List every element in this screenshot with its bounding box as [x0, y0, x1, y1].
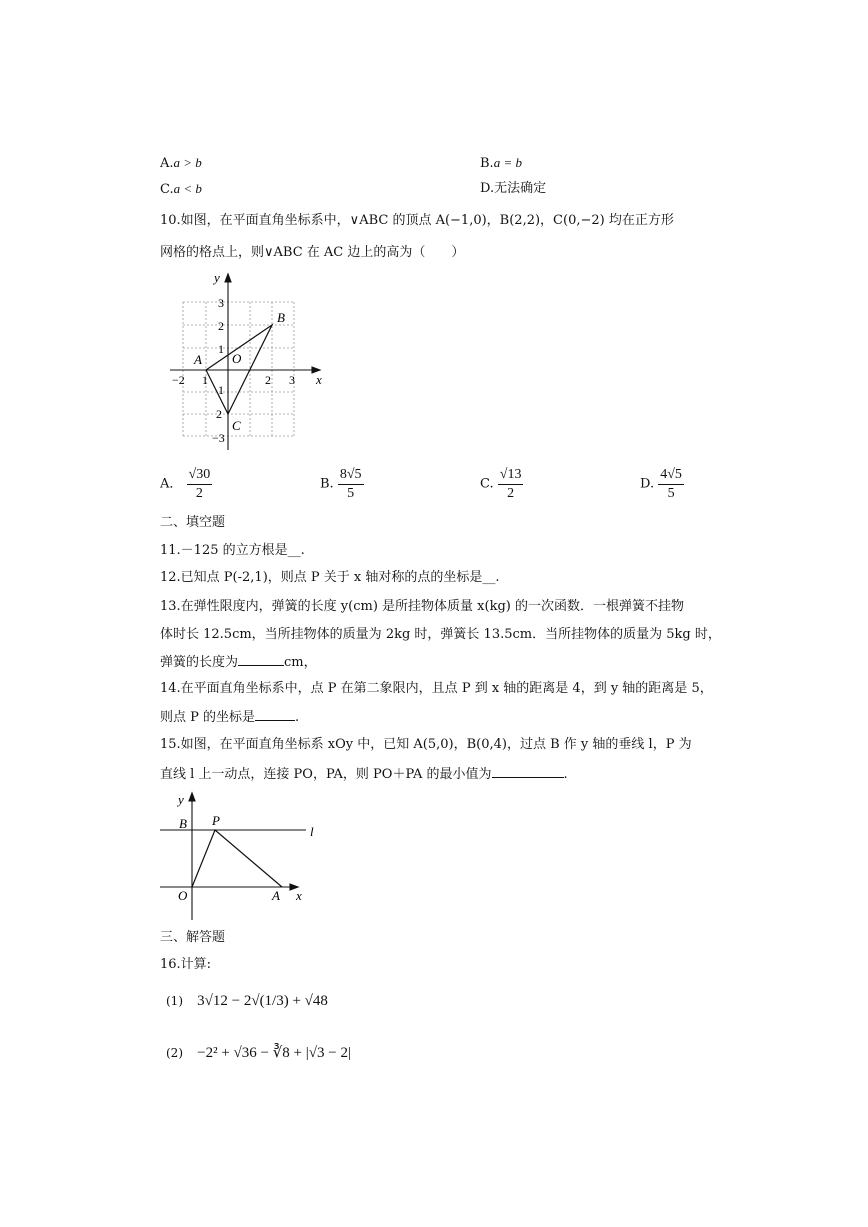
x-tick: −2 — [172, 373, 185, 387]
origin-label: O — [232, 351, 242, 366]
q13-line1: 13.在弹性限度内，弹簧的长度 y(cm) 是所挂物体质量 x(kg) 的一次函数．一根弹簧不挂物 — [160, 599, 684, 614]
q13-line3: 弹簧的长度为 cm， — [160, 655, 317, 670]
y-axis-label: y — [178, 792, 184, 807]
section-fill-in-heading: 二、填空题 — [160, 515, 226, 530]
section-solve-heading: 三、解答题 — [160, 930, 226, 945]
point-b-label: B — [179, 816, 187, 831]
x-axis-label: x — [296, 888, 302, 903]
q10-choice-d: D. $\frac{4√5}{5}$ — [640, 467, 682, 501]
q10-choice-a: A． $\frac{√30}{2}$ — [160, 467, 211, 501]
q13-answer-blank — [238, 653, 284, 666]
q16-part2: (2) −2² + √36 − ∛8 + |√3 − 2| — [166, 1045, 351, 1061]
point-p-label: P — [212, 813, 220, 828]
y-tick: 3 — [218, 296, 224, 310]
q15-answer-blank — [492, 765, 564, 778]
q14-answer-blank — [255, 708, 295, 721]
q16-part1-expression: 3√12 − 2√(1/3) + √48 — [197, 993, 328, 1009]
q9-option-c: C.a < b — [160, 181, 202, 197]
y-tick: 2 — [216, 407, 222, 421]
q15-line1: 15.如图，在平面直角坐标系 xOy 中，已知 A(5,0)，B(0,4)，过点 B 作 y 轴的垂线 l，P 为 — [160, 737, 692, 752]
q11-text: 11.－125 的立方根是__. — [160, 543, 305, 558]
q16-part2-expression: −2² + √36 − ∛8 + |√3 − 2| — [197, 1045, 351, 1061]
q10-choice-b: B. $\frac{8√5}{5}$ — [320, 467, 362, 501]
y-tick: −3 — [212, 431, 225, 445]
y-tick: 1 — [218, 342, 224, 356]
segments-po-pa — [192, 830, 282, 887]
x-tick: 1 — [202, 373, 208, 387]
q10-stem-line2: 网格的格点上，则∨ABC 在 AC 边上的高为（ ） — [160, 245, 465, 260]
q14-line1: 14.在平面直角坐标系中，点 P 在第二象限内，且点 P 到 x 轴的距离是 4，到 y 轴的距离是 5， — [160, 681, 713, 696]
origin-label: O — [178, 888, 188, 903]
q12-text: 12.已知点 P(-2,1)，则点 P 关于 x 轴对称的点的坐标是__. — [160, 570, 500, 585]
point-a-label: A — [194, 352, 202, 367]
point-c-label: C — [232, 418, 241, 433]
point-b-label: B — [277, 310, 285, 325]
line-l-label: l — [310, 824, 314, 839]
y-tick: 1 — [218, 383, 224, 397]
q9-option-b: B.a = b — [480, 155, 522, 171]
q9-option-a: A.a > b — [160, 155, 202, 171]
point-a-label: A — [272, 888, 280, 903]
q16-title: 16.计算: — [160, 957, 212, 972]
q10-choice-c: C. $\frac{√13}{2}$ — [480, 467, 522, 501]
q10-figure — [160, 266, 340, 456]
q15-line2: 直线 l 上一动点，连接 PO，PA，则 PO＋PA 的最小值为 . — [160, 767, 568, 782]
y-axis-label: y — [214, 270, 220, 285]
q13-line2: 体时长 12.5cm，当所挂物体的质量为 2kg 时，弹簧长 13.5cm．当所挂物体的质量为 5kg 时， — [160, 627, 721, 642]
x-axis-label: x — [316, 372, 322, 387]
q15-figure — [160, 790, 330, 922]
axes — [170, 274, 320, 450]
x-tick: 3 — [289, 373, 295, 387]
q14-line2: 则点 P 的坐标是 . — [160, 710, 300, 725]
q16-part1: (1) 3√12 − 2√(1/3) + √48 — [166, 993, 328, 1009]
y-tick: 2 — [218, 319, 224, 333]
q10-stem-line1: 10.如图，在平面直角坐标系中，∨ABC 的顶点 A(−1,0)，B(2,2)，C(0,−2) 均在正方形 — [160, 213, 674, 228]
q9-option-d: D.无法确定 — [480, 181, 547, 196]
x-tick: 2 — [265, 373, 271, 387]
